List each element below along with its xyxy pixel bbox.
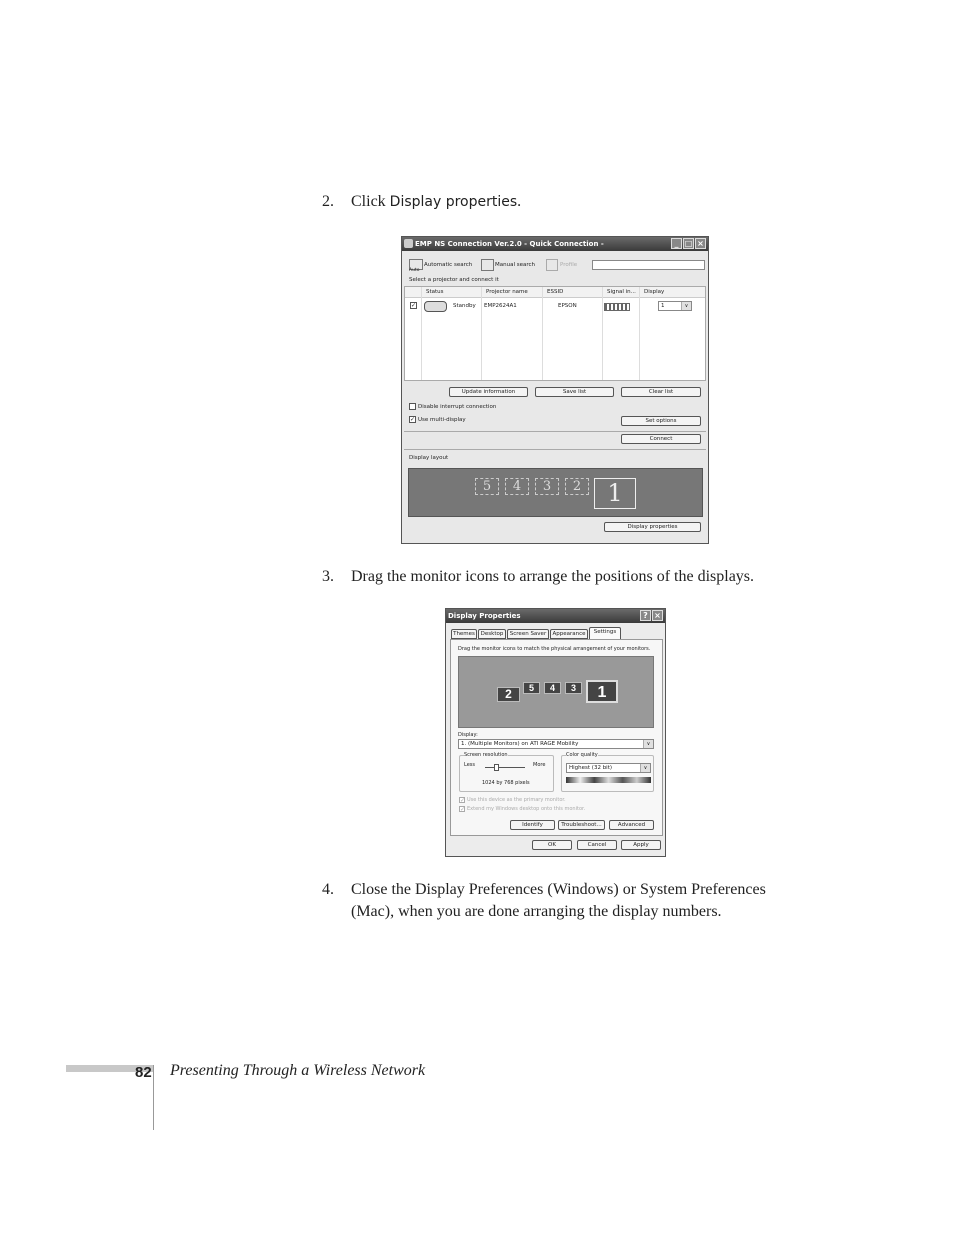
disable-interrupt-checkbox[interactable] <box>409 403 416 410</box>
auto-sub-label: Auto <box>409 268 420 273</box>
signal-icon <box>604 303 630 311</box>
chevron-down-icon: ∨ <box>640 764 650 772</box>
step-4 <box>322 879 842 923</box>
row-name: EMP2624A1 <box>484 303 517 309</box>
col-status[interactable]: Status <box>426 289 444 295</box>
tab-desktop[interactable]: Desktop <box>478 629 506 639</box>
tab-themes[interactable]: Themes <box>451 629 477 639</box>
step-text-end: . <box>517 193 522 210</box>
disable-interrupt-label: Disable interrupt connection <box>418 404 497 410</box>
clear-list-button[interactable]: Clear list <box>621 387 701 397</box>
profile-icon <box>546 259 558 271</box>
extend-desktop-label: Extend my Windows desktop onto this monitor. <box>467 806 586 812</box>
color-quality-group <box>561 752 654 792</box>
maximize-icon[interactable]: □ <box>684 239 693 248</box>
apply-button[interactable]: Apply <box>621 840 661 850</box>
step-number: 4. <box>322 881 334 898</box>
color-quality-select[interactable] <box>566 763 651 773</box>
col-signal[interactable]: Signal in... <box>607 289 636 295</box>
monitor-4[interactable]: 4 <box>505 478 529 495</box>
profile-button[interactable]: Profile <box>560 262 578 268</box>
manual-search-icon[interactable] <box>481 259 494 271</box>
primary-monitor-checkbox[interactable]: ✓ <box>460 797 466 804</box>
multi-display-checkbox[interactable]: ✓ <box>410 416 416 423</box>
color-quality-value: Highest (32 bit) <box>569 765 613 771</box>
footer-divider <box>153 1065 154 1130</box>
monitor-1[interactable]: 1 <box>586 680 618 703</box>
step-text-line2: (Mac), when you are done arranging the display numbers. <box>351 903 722 920</box>
close-icon[interactable]: × <box>652 610 663 621</box>
display-layout-label: Display layout <box>409 455 449 461</box>
identify-button[interactable]: Identify <box>510 820 555 830</box>
connect-button[interactable]: Connect <box>621 434 701 444</box>
multi-display-label: Use multi-display <box>418 417 466 423</box>
monitor-1[interactable]: 1 <box>594 478 636 509</box>
manual-search-button[interactable]: Manual search <box>495 262 536 268</box>
instruction-text: Drag the monitor icons to match the physical arrangement of your monitors. <box>458 646 651 652</box>
profile-field[interactable] <box>592 260 705 270</box>
ok-button[interactable]: OK <box>532 840 572 850</box>
resolution-slider[interactable] <box>485 767 525 768</box>
projector-icon <box>424 301 447 312</box>
tab-appearance[interactable]: Appearance <box>550 629 588 639</box>
window-title: EMP NS Connection Ver.2.0 - Quick Connection - <box>415 240 604 248</box>
resolution-value: 1024 by 768 pixels <box>482 780 530 786</box>
col-display[interactable]: Display <box>644 289 665 295</box>
ui-term: Display properties <box>389 194 518 210</box>
step-text: Drag the monitor icons to arrange the positions of the displays. <box>351 568 755 585</box>
display-layout-area[interactable] <box>408 468 703 517</box>
update-information-button[interactable]: Update information <box>449 387 528 397</box>
help-icon[interactable]: ? <box>640 610 651 621</box>
emp-window <box>401 236 709 544</box>
display-properties-button[interactable]: Display properties <box>604 522 701 532</box>
monitor-4[interactable]: 4 <box>544 682 561 694</box>
display-select-value: 1 <box>661 303 665 309</box>
col-name[interactable]: Projector name <box>486 289 528 295</box>
less-label: Less <box>464 762 475 768</box>
step-text: Click <box>351 193 390 210</box>
app-icon <box>404 239 413 248</box>
projector-list <box>404 286 706 381</box>
cancel-button[interactable]: Cancel <box>577 840 617 850</box>
display-select[interactable] <box>658 301 692 311</box>
save-list-button[interactable]: Save list <box>535 387 614 397</box>
tab-settings[interactable]: Settings <box>589 627 621 639</box>
chevron-down-icon: ∨ <box>681 302 691 310</box>
display-label: Display: <box>458 732 478 738</box>
extend-desktop-checkbox[interactable]: ✓ <box>460 806 466 813</box>
monitor-arrangement-area[interactable] <box>458 656 654 728</box>
color-quality-label: Color quality <box>566 752 598 758</box>
display-select-value: 1. (Multiple Monitors) on ATI RAGE Mobility <box>461 741 579 747</box>
col-essid[interactable]: ESSID <box>547 289 564 295</box>
table-row[interactable] <box>405 300 705 312</box>
window-title: Display Properties <box>448 612 521 620</box>
emp-titlebar <box>402 237 708 251</box>
monitor-5[interactable]: 5 <box>475 478 499 495</box>
auto-search-button[interactable]: Automatic search <box>424 262 473 268</box>
chapter-title: Presenting Through a Wireless Network <box>170 1062 426 1079</box>
row-checkbox[interactable]: ✓ <box>411 302 417 309</box>
settings-panel <box>450 639 663 836</box>
display-properties-window <box>445 608 666 857</box>
close-icon[interactable]: × <box>695 238 706 249</box>
primary-monitor-label: Use this device as the primary monitor. <box>467 797 566 803</box>
step-text-line1: Close the Display Preferences (Windows) or System Preferences <box>351 881 766 898</box>
resolution-label: Screen resolution <box>464 752 508 758</box>
monitor-3[interactable]: 3 <box>565 682 582 694</box>
dp-titlebar <box>446 609 665 623</box>
monitor-2[interactable]: 2 <box>497 687 520 702</box>
slider-handle[interactable] <box>494 764 499 771</box>
list-header <box>405 287 705 298</box>
more-label: More <box>533 762 546 768</box>
select-label: Select a projector and connect it <box>409 277 499 283</box>
set-options-button[interactable]: Set options <box>621 416 701 426</box>
row-status: Standby <box>453 303 476 309</box>
minimize-icon[interactable]: _ <box>671 238 682 249</box>
step-number: 2. <box>322 193 334 210</box>
step-number: 3. <box>322 568 334 585</box>
advanced-button[interactable]: Advanced <box>609 820 654 830</box>
monitor-3[interactable]: 3 <box>535 478 559 495</box>
monitor-2[interactable]: 2 <box>565 478 589 495</box>
color-sample-bar <box>566 777 651 783</box>
tab-screen-saver[interactable]: Screen Saver <box>507 629 549 639</box>
resolution-group <box>459 752 554 792</box>
row-essid: EPSON <box>558 303 577 309</box>
chevron-down-icon: ∨ <box>643 740 653 748</box>
troubleshoot-button[interactable]: Troubleshoot... <box>558 820 605 830</box>
display-select[interactable] <box>458 739 654 749</box>
monitor-5[interactable]: 5 <box>523 682 540 694</box>
page-number: 82 <box>135 1064 152 1081</box>
